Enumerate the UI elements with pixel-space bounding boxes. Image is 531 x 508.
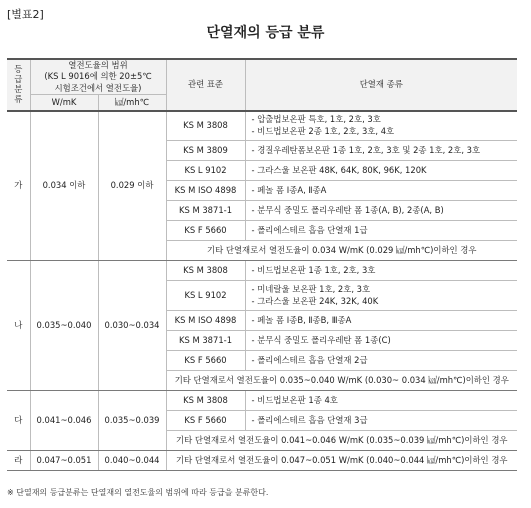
material-cell: - 분무식 중밀도 폴리우레탄 폼 1종(A, B), 2종(A, B) xyxy=(245,201,517,221)
material-cell: - 페놀 폼 Ⅰ종B, Ⅱ종B, Ⅲ종A xyxy=(245,311,517,331)
conductivity-kcal-cell: 0.035~0.039 xyxy=(98,391,166,451)
standard-cell: KS M 3809 xyxy=(166,141,245,161)
header-range: 열전도율의 범위 (KS L 9016에 의한 20±5℃ 시험조건에서 열전도율) xyxy=(30,59,166,95)
table-row xyxy=(7,261,517,281)
conductivity-wmk-cell: 0.041~0.046 xyxy=(30,391,98,451)
material-cell: - 미네랄울 보온판 1호, 2호, 3호 - 그라스울 보온판 24K, 32K, 40K xyxy=(245,281,517,311)
material-cell: - 폴리에스테르 흡음 단열재 3급 xyxy=(245,411,517,431)
material-cell: - 그라스울 보온판 48K, 64K, 80K, 96K, 120K xyxy=(245,161,517,181)
standard-cell: KS M ISO 4898 xyxy=(166,311,245,331)
footnote: ※ 단열재의 등급분류는 단열재의 열전도율의 범위에 따라 등급을 분류한다. xyxy=(7,488,269,497)
standard-cell: KS F 5660 xyxy=(166,221,245,241)
table-row xyxy=(7,451,517,471)
page-title: 단열재의 등급 분류 xyxy=(206,25,325,41)
material-cell: - 폴리에스테르 흡음 단열재 1급 xyxy=(245,221,517,241)
grade-cell: 다 xyxy=(7,391,30,451)
appendix-label: [별표2] xyxy=(7,8,44,21)
table-row xyxy=(7,391,517,411)
material-cell: - 페놀 폼 Ⅰ종A, Ⅱ종A xyxy=(245,181,517,201)
conductivity-kcal-cell: 0.040~0.044 xyxy=(98,451,166,471)
material-cell: - 폴리에스테르 흡음 단열재 2급 xyxy=(245,351,517,371)
header-grade: 등급분류 xyxy=(7,59,30,111)
table-body xyxy=(7,111,517,471)
other-material-cell: 기타 단열재로서 열전도율이 0.041~0.046 W/mK (0.035~0.039 ㎉/mh℃)이하인 경우 xyxy=(166,431,517,451)
standard-cell: KS M 3871-1 xyxy=(166,201,245,221)
conductivity-wmk-cell: 0.035~0.040 xyxy=(30,261,98,391)
material-cell: - 압출법보온판 특호, 1호, 2호, 3호 - 비드법보온판 2종 1호, 2호, 3호, 4호 xyxy=(245,111,517,141)
standard-cell: KS M 3808 xyxy=(166,391,245,411)
material-cell: - 비드법보온판 1종 1호, 2호, 3호 xyxy=(245,261,517,281)
other-material-cell: 기타 단열재로서 열전도율이 0.034 W/mK (0.029 ㎉/mh℃)이하인 경우 xyxy=(166,241,517,261)
standard-cell: KS M 3808 xyxy=(166,111,245,141)
grade-table xyxy=(7,58,517,471)
material-cell: - 분무식 중밀도 폴리우레탄 폼 1종(C) xyxy=(245,331,517,351)
grade-cell: 가 xyxy=(7,111,30,261)
standard-cell: KS M 3871-1 xyxy=(166,331,245,351)
standard-cell: KS F 5660 xyxy=(166,411,245,431)
material-cell: - 비드법보온판 1종 4호 xyxy=(245,391,517,411)
conductivity-wmk-cell: 0.034 이하 xyxy=(30,111,98,261)
standard-cell: KS M ISO 4898 xyxy=(166,181,245,201)
header-standard: 관련 표준 xyxy=(166,59,245,111)
conductivity-kcal-cell: 0.029 이하 xyxy=(98,111,166,261)
grade-cell: 라 xyxy=(7,451,30,471)
header-unit-wmk: W/mK xyxy=(30,95,98,111)
header-unit-kcal: ㎉/mh℃ xyxy=(98,95,166,111)
other-material-cell: 기타 단열재로서 열전도율이 0.047~0.051 W/mK (0.040~0.044 ㎉/mh℃)이하인 경우 xyxy=(166,451,517,471)
conductivity-wmk-cell: 0.047~0.051 xyxy=(30,451,98,471)
other-material-cell: 기타 단열재로서 열전도율이 0.035~0.040 W/mK (0.030~ 0.034 ㎉/mh℃)이하인 경우 xyxy=(166,371,517,391)
standard-cell: KS M 3808 xyxy=(166,261,245,281)
grade-cell: 나 xyxy=(7,261,30,391)
table-row xyxy=(7,111,517,141)
standard-cell: KS L 9102 xyxy=(166,281,245,311)
conductivity-kcal-cell: 0.030~0.034 xyxy=(98,261,166,391)
material-cell: - 경질우레탄폼보온판 1종 1호, 2호, 3호 및 2종 1호, 2호, 3호 xyxy=(245,141,517,161)
standard-cell: KS F 5660 xyxy=(166,351,245,371)
standard-cell: KS L 9102 xyxy=(166,161,245,181)
header-material: 단열재 종류 xyxy=(245,59,517,111)
